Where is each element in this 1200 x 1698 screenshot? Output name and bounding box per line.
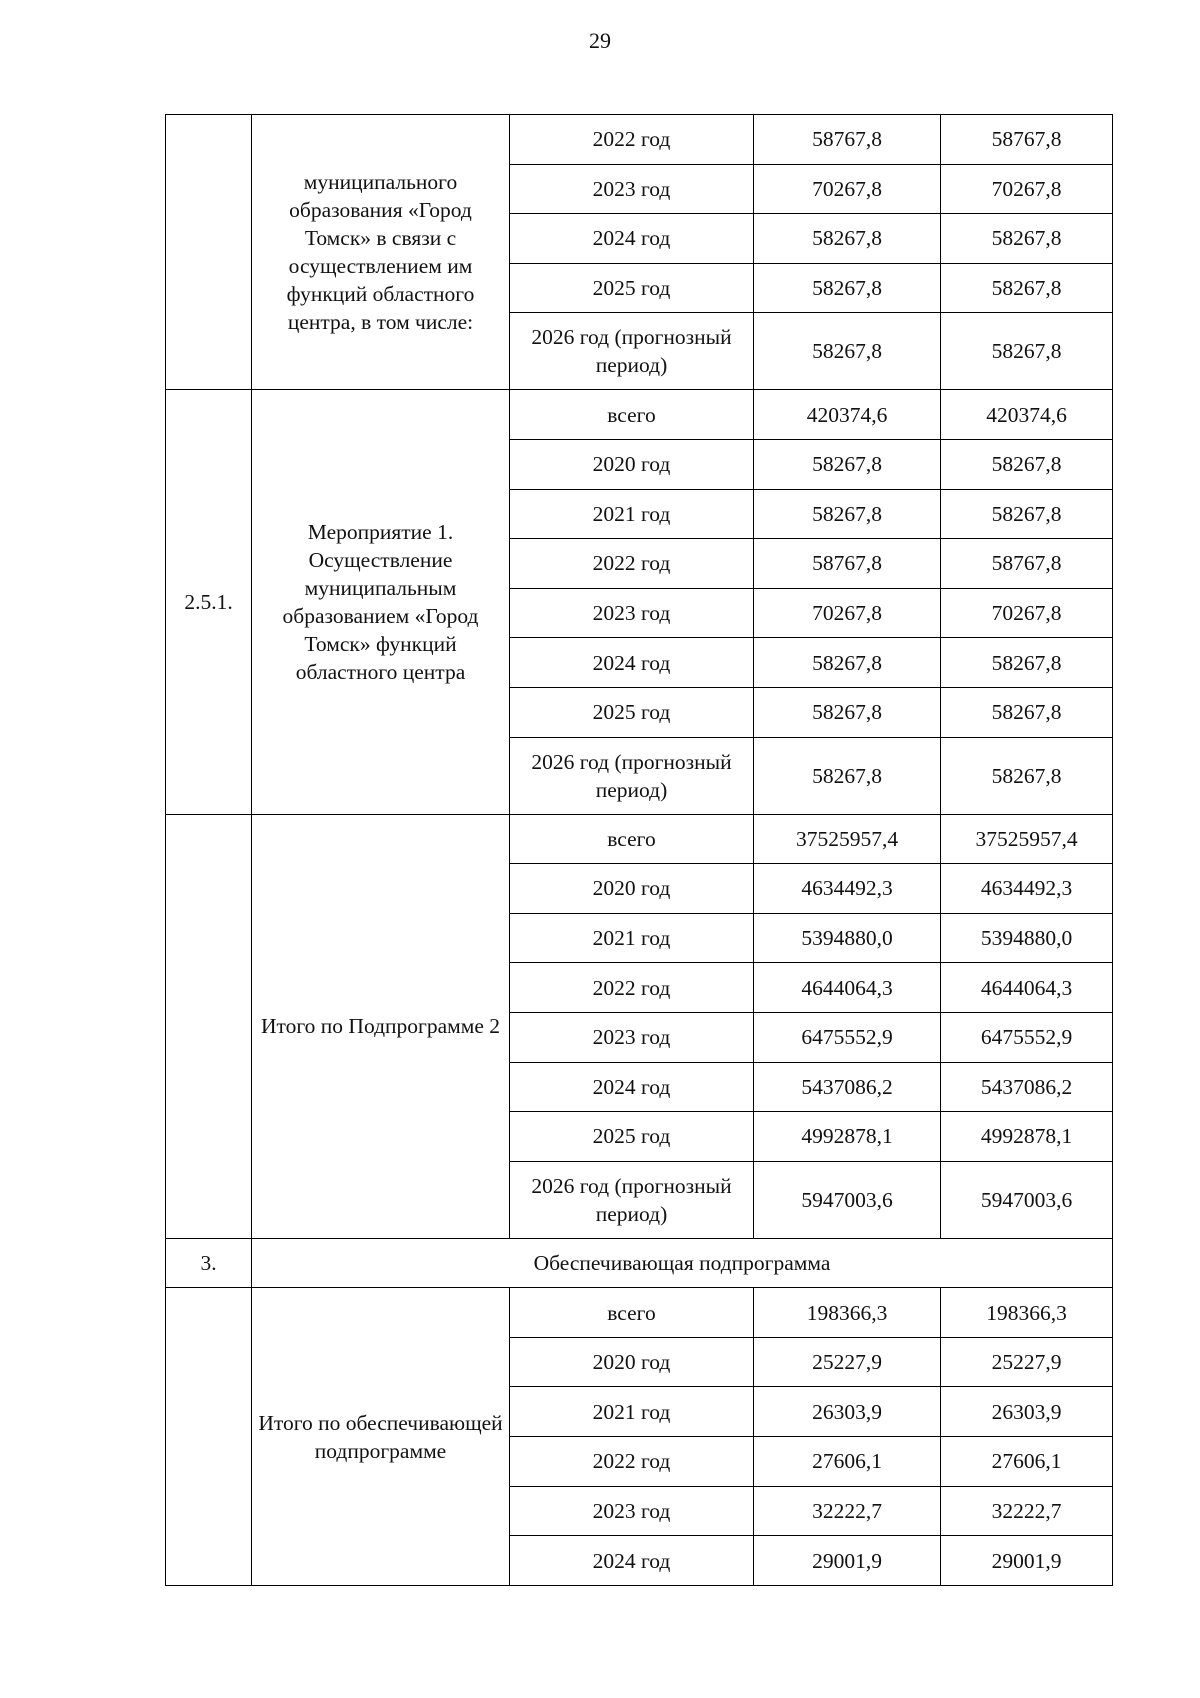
amount-source-cell: 198366,3 xyxy=(941,1288,1113,1338)
amount-total-cell: 70267,8 xyxy=(754,164,941,214)
amount-source-cell: 420374,6 xyxy=(941,390,1113,440)
amount-source-cell: 37525957,4 xyxy=(941,814,1113,864)
period-cell: 2024 год xyxy=(510,1062,754,1112)
amount-source-cell: 58267,8 xyxy=(941,489,1113,539)
period-cell: 2022 год xyxy=(510,1437,754,1487)
amount-total-cell: 5947003,6 xyxy=(754,1161,941,1238)
table-row xyxy=(166,1288,1113,1338)
amount-source-cell: 5437086,2 xyxy=(941,1062,1113,1112)
amount-total-cell: 58267,8 xyxy=(754,687,941,737)
period-cell: 2023 год xyxy=(510,1012,754,1062)
amount-source-cell: 58267,8 xyxy=(941,439,1113,489)
period-cell: 2020 год xyxy=(510,439,754,489)
amount-source-cell: 25227,9 xyxy=(941,1337,1113,1387)
budget-table-body xyxy=(166,115,1113,1586)
amount-total-cell: 27606,1 xyxy=(754,1437,941,1487)
amount-source-cell: 58267,8 xyxy=(941,313,1113,390)
item-title: муниципального образования «Город Томск» в связи с осуществлением им функций областного центра, в том числе: xyxy=(252,115,510,390)
amount-total-cell: 58267,8 xyxy=(754,263,941,313)
amount-source-cell: 4644064,3 xyxy=(941,963,1113,1013)
amount-total-cell: 58267,8 xyxy=(754,737,941,814)
period-cell: 2022 год xyxy=(510,963,754,1013)
period-cell: 2021 год xyxy=(510,1387,754,1437)
table-row xyxy=(166,814,1113,864)
amount-total-cell: 5394880,0 xyxy=(754,913,941,963)
period-cell: 2024 год xyxy=(510,638,754,688)
period-cell: 2020 год xyxy=(510,864,754,914)
period-cell: 2025 год xyxy=(510,263,754,313)
amount-total-cell: 58267,8 xyxy=(754,439,941,489)
amount-total-cell: 58267,8 xyxy=(754,638,941,688)
period-cell: 2021 год xyxy=(510,489,754,539)
amount-source-cell: 4992878,1 xyxy=(941,1112,1113,1162)
item-number xyxy=(166,115,252,390)
amount-source-cell: 6475552,9 xyxy=(941,1012,1113,1062)
period-cell: 2023 год xyxy=(510,1486,754,1536)
amount-total-cell: 58767,8 xyxy=(754,539,941,589)
amount-total-cell: 58267,8 xyxy=(754,489,941,539)
period-cell: 2022 год xyxy=(510,115,754,165)
amount-source-cell: 58767,8 xyxy=(941,539,1113,589)
table-row xyxy=(166,115,1113,165)
item-title: Мероприятие 1. Осуществление муниципальным образованием «Город Томск» функций областного центра xyxy=(252,390,510,814)
item-title: Итого по Подпрограмме 2 xyxy=(252,814,510,1238)
amount-total-cell: 37525957,4 xyxy=(754,814,941,864)
section-number: 3. xyxy=(166,1238,252,1288)
item-number xyxy=(166,1288,252,1586)
period-cell: 2022 год xyxy=(510,539,754,589)
amount-source-cell: 58267,8 xyxy=(941,687,1113,737)
period-cell: 2026 год (прогнозный период) xyxy=(510,313,754,390)
period-cell: 2020 год xyxy=(510,1337,754,1387)
period-cell: 2024 год xyxy=(510,1536,754,1586)
page-number: 29 xyxy=(589,28,611,53)
amount-total-cell: 58267,8 xyxy=(754,214,941,264)
section-header: Обеспечивающая подпрограмма xyxy=(252,1238,1113,1288)
amount-source-cell: 58267,8 xyxy=(941,737,1113,814)
amount-source-cell: 5947003,6 xyxy=(941,1161,1113,1238)
period-cell: 2025 год xyxy=(510,687,754,737)
amount-total-cell: 5437086,2 xyxy=(754,1062,941,1112)
amount-source-cell: 58267,8 xyxy=(941,214,1113,264)
period-cell: всего xyxy=(510,814,754,864)
amount-total-cell: 29001,9 xyxy=(754,1536,941,1586)
amount-source-cell: 58267,8 xyxy=(941,638,1113,688)
item-title: Итого по обеспечивающей подпрограмме xyxy=(252,1288,510,1586)
amount-source-cell: 58767,8 xyxy=(941,115,1113,165)
period-cell: 2021 год xyxy=(510,913,754,963)
amount-source-cell: 26303,9 xyxy=(941,1387,1113,1437)
item-number: 2.5.1. xyxy=(166,390,252,814)
section-header-row xyxy=(166,1238,1113,1288)
table-row xyxy=(166,390,1113,440)
amount-source-cell: 58267,8 xyxy=(941,263,1113,313)
amount-total-cell: 58767,8 xyxy=(754,115,941,165)
amount-source-cell: 4634492,3 xyxy=(941,864,1113,914)
budget-table xyxy=(165,114,1113,1586)
period-cell: 2023 год xyxy=(510,164,754,214)
amount-total-cell: 198366,3 xyxy=(754,1288,941,1338)
amount-total-cell: 420374,6 xyxy=(754,390,941,440)
period-cell: 2024 год xyxy=(510,214,754,264)
amount-total-cell: 58267,8 xyxy=(754,313,941,390)
period-cell: 2023 год xyxy=(510,588,754,638)
period-cell: 2026 год (прогнозный период) xyxy=(510,737,754,814)
amount-source-cell: 32222,7 xyxy=(941,1486,1113,1536)
period-cell: 2026 год (прогнозный период) xyxy=(510,1161,754,1238)
amount-total-cell: 26303,9 xyxy=(754,1387,941,1437)
amount-total-cell: 4644064,3 xyxy=(754,963,941,1013)
amount-total-cell: 32222,7 xyxy=(754,1486,941,1536)
amount-total-cell: 6475552,9 xyxy=(754,1012,941,1062)
amount-total-cell: 4634492,3 xyxy=(754,864,941,914)
amount-source-cell: 29001,9 xyxy=(941,1536,1113,1586)
amount-source-cell: 70267,8 xyxy=(941,164,1113,214)
amount-source-cell: 27606,1 xyxy=(941,1437,1113,1487)
period-cell: 2025 год xyxy=(510,1112,754,1162)
amount-source-cell: 70267,8 xyxy=(941,588,1113,638)
amount-total-cell: 25227,9 xyxy=(754,1337,941,1387)
amount-total-cell: 4992878,1 xyxy=(754,1112,941,1162)
period-cell: всего xyxy=(510,1288,754,1338)
amount-source-cell: 5394880,0 xyxy=(941,913,1113,963)
item-number xyxy=(166,814,252,1238)
period-cell: всего xyxy=(510,390,754,440)
amount-total-cell: 70267,8 xyxy=(754,588,941,638)
